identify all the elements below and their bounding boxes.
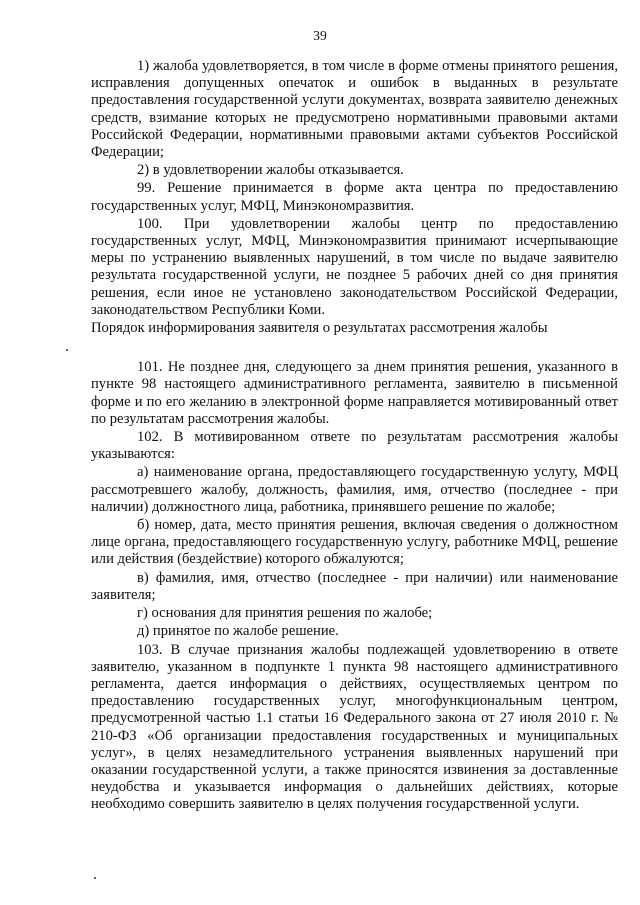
paragraph-101: 101. Не позднее дня, следующего за днем принятия решения, указанного в пункте 98 настоящего административного регламента, заявителю в письменной форме и по его желанию в электронной форме направляется мотивированный ответ по результатам рассмотрения жалобы. xyxy=(91,359,618,427)
list-item-g: г) основания для принятия решения по жалобе; xyxy=(137,605,433,622)
list-item-b: б) номер, дата, место принятия решения, включая сведения о должностном лице органа, предоставляющего государственную услугу, работнике МФЦ, решение или действия (бездействие) которого обжалуются; xyxy=(91,517,618,568)
paragraph-100: 100. При удовлетворении жалобы центр по предоставлению государственных услуг, МФЦ, Минэкономразвития принимают исчерпывающие меры по устранению выявленных нарушений, в том числе по выдаче заявителю результата государственной услуги, не позднее 5 рабочих дней со дня принятия решения, если иное не установлено законодательством Российской Федерации, законодательством Республики Коми. xyxy=(91,215,618,318)
page-body xyxy=(91,58,618,814)
paragraph-102: 102. В мотивированном ответе по результатам рассмотрения жалобы указываются: xyxy=(91,429,618,463)
scan-speck xyxy=(94,877,96,879)
list-item-v: в) фамилия, имя, отчество (последнее - при наличии) или наименование заявителя; xyxy=(91,569,618,603)
section-heading: Порядок информирования заявителя о результатах рассмотрения жалобы xyxy=(91,320,548,337)
list-item-a: а) наименование органа, предоставляющего государственную услугу, МФЦ рассмотревшего жалобу, должность, фамилия, имя, отчество (последнее - при наличии) должностного лица, работника, принявшего решение по жалобе; xyxy=(91,464,618,515)
scan-speck xyxy=(66,349,68,351)
paragraph-103: 103. В случае признания жалобы подлежащей удовлетворению в ответе заявителю, указанном в подпункте 1 пункта 98 настоящего административного регламента, дается информация о действиях, осуществляемых центром по предоставлению государственных услуг, многофункциональным центром, предусмотренной частью 1.1 статьи 16 Федерального закона от 27 июля 2010 г. № 210-ФЗ «Об организации предоставления государственных и муниципальных услуг», в целях незамедлительного устранения выявленных нарушений при оказании государственной услуги, а также приносятся извинения за доставленные неудобства и указывается информация о дальнейших действиях, которые необходимо совершить заявителю в целях получения государственной услуги. xyxy=(91,641,618,813)
list-item-d: д) принятое по жалобе решение. xyxy=(137,623,339,640)
paragraph-complaint-satisfied: 1) жалоба удовлетворяется, в том числе в форме отмены принятого решения, исправления допущенных опечаток и ошибок в выданных в результате предоставления государственной услуги документах, возврата заявителю денежных средств, взимание которых не предусмотрено нормативными правовыми актами Российской Федерации, нормативными правовыми актами субъектов Российской Федерации; xyxy=(91,58,618,161)
page-number: 39 xyxy=(313,28,327,43)
paragraph-99: 99. Решение принимается в форме акта центра по предоставлению государственных услуг, МФЦ, Минэкономразвития. xyxy=(91,180,618,214)
paragraph-complaint-refused: 2) в удовлетворении жалобы отказывается. xyxy=(137,162,404,179)
